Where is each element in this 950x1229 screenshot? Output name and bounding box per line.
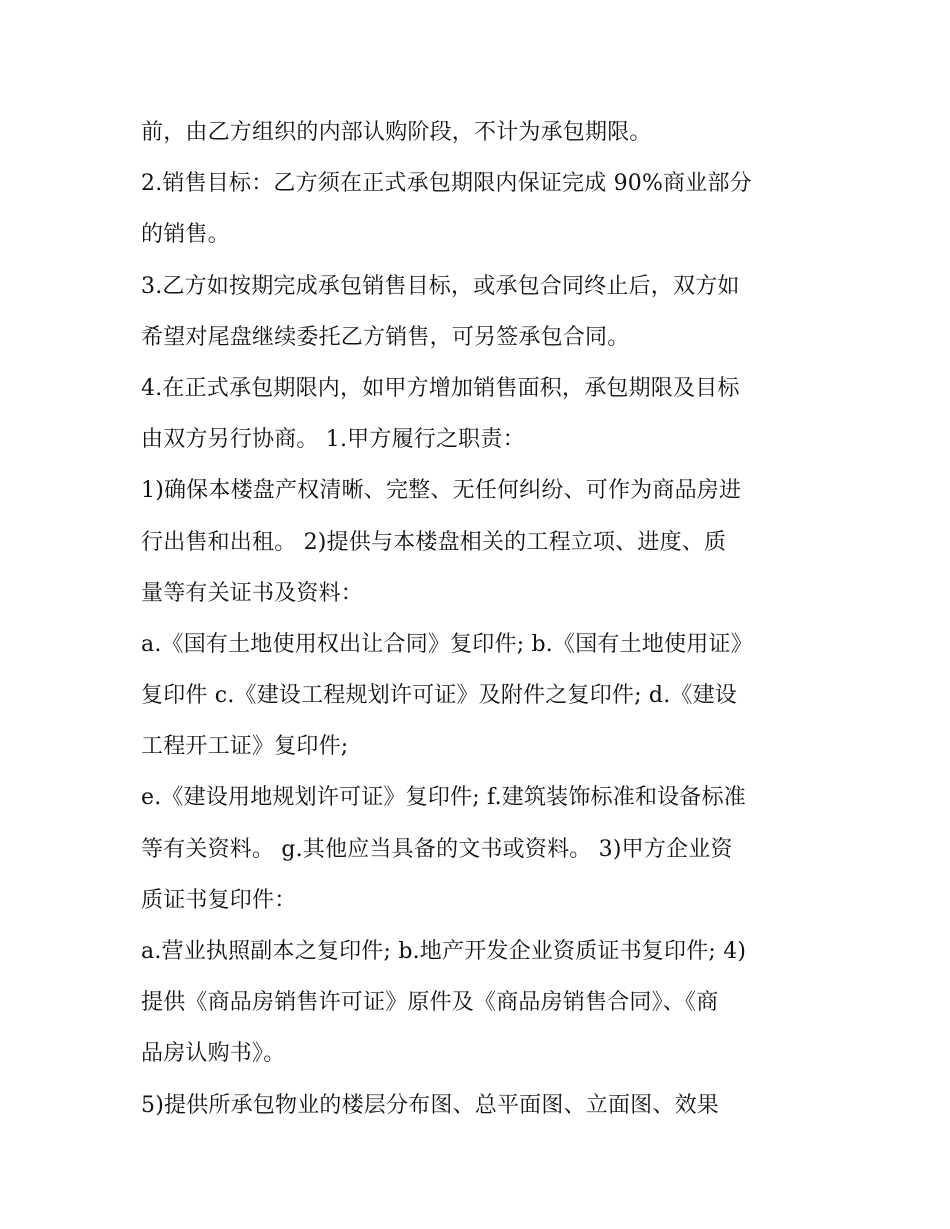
text-line: 由双方另行协商。 1.甲方履行之职责： bbox=[141, 427, 525, 453]
text-line: 2.销售目标：乙方须在正式承包期限内保证完成 90%商业部分 bbox=[141, 171, 752, 197]
text-line: a.营业执照副本之复印件; b.地产开发企业资质证书复印件; 4) bbox=[141, 939, 747, 964]
text-line: 5)提供所承包物业的楼层分布图、总平面图、立面图、效果 bbox=[141, 1092, 719, 1118]
text-line: 希望对尾盘继续委托乙方销售，可另签承包合同。 bbox=[141, 324, 630, 350]
text-line: 等有关资料。 g.其他应当具备的文书或资料。 3)甲方企业资 bbox=[141, 836, 733, 862]
text-line: 工程开工证》复印件; bbox=[141, 734, 349, 760]
text-line: 提供《商品房销售许可证》原件及《商品房销售合同》、《商 bbox=[141, 990, 719, 1016]
text-line: 行出售和出租。 2)提供与本楼盘相关的工程立项、进度、质 bbox=[141, 529, 727, 555]
text-line: 4.在正式承包期限内，如甲方增加销售面积，承包期限及目标 bbox=[141, 375, 740, 401]
text-line: 3.乙方如按期完成承包销售目标，或承包合同终止后，双方如 bbox=[141, 273, 740, 299]
text-line: 的销售。 bbox=[141, 222, 230, 248]
text-line: 前，由乙方组织的内部认购阶段，不计为承包期限。 bbox=[141, 120, 652, 145]
text-line: 1)确保本楼盘产权清晰、完整、无任何纠纷、可作为商品房进 bbox=[141, 478, 742, 504]
text-line: 品房认购书》。 bbox=[141, 1041, 286, 1067]
document-body bbox=[141, 107, 821, 1131]
text-line: a.《国有土地使用权出让合同》复印件; b.《国有土地使用证》 bbox=[141, 631, 753, 657]
text-line: 量等有关证书及资料： bbox=[141, 580, 364, 606]
text-line: e.《建设用地规划许可证》复印件; f.建筑装饰标准和设备标准 bbox=[141, 785, 746, 811]
text-line: 质证书复印件： bbox=[141, 887, 297, 913]
text-line: 复印件 c.《建设工程规划许可证》及附件之复印件; d.《建设 bbox=[141, 683, 737, 709]
